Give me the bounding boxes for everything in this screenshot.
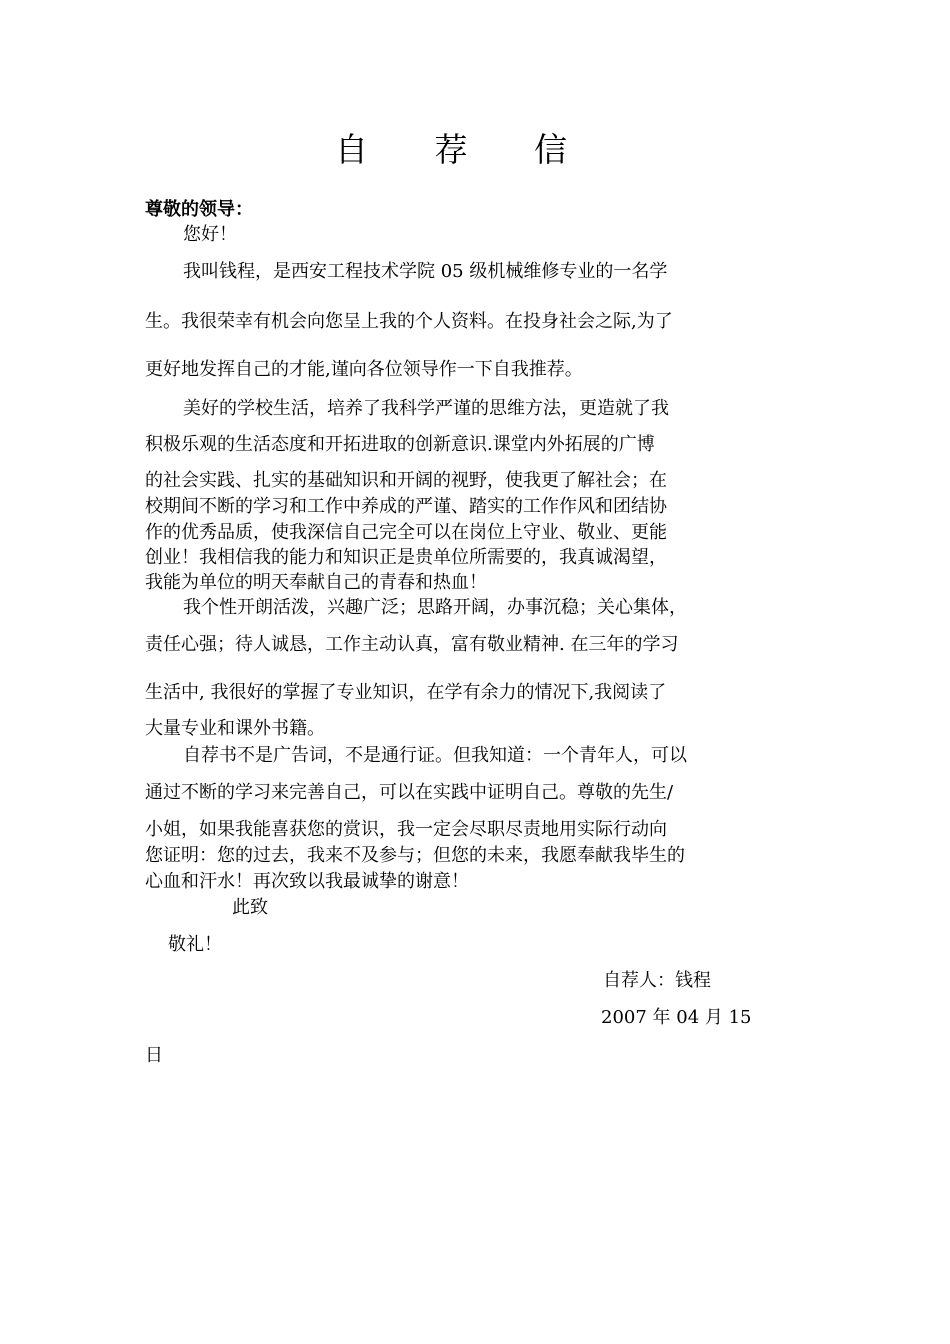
- paragraph-1-line-1: 我叫钱程，是西安工程技术学院 05 级机械维修专业的一名学: [183, 261, 668, 282]
- paragraph-4-line-5: 心血和汗水！再次致以我最诚挚的谢意！: [145, 871, 469, 892]
- paragraph-3-line-3: 生活中, 我很好的掌握了专业知识，在学有余力的情况下,我阅读了: [145, 682, 667, 703]
- paragraph-1-line-3: 更好地发挥自己的才能,谨向各位领导作一下自我推荐。: [145, 359, 583, 380]
- paragraph-3-line-4: 大量专业和课外书籍。: [145, 718, 325, 739]
- paragraph-2-line-5: 作的优秀品质，使我深信自己完全可以在岗位上守业、敬业、更能: [145, 522, 667, 543]
- paragraph-4-line-3: 小姐，如果我能喜获您的赏识，我一定会尽职尽责地用实际行动向: [145, 819, 667, 840]
- paragraph-4-line-4: 您证明：您的过去，我来不及参与；但您的未来，我愿奉献我毕生的: [145, 845, 685, 866]
- paragraph-2-line-6: 创业！我相信我的能力和知识正是贵单位所需要的，我真诚渴望，: [145, 547, 667, 568]
- paragraph-1-line-2: 生。我很荣幸有机会向您呈上我的个人资料。在投身社会之际,为了: [145, 311, 673, 332]
- date-line-2: 日: [145, 1045, 163, 1066]
- signer: 自荐人：钱程: [603, 970, 711, 991]
- paragraph-2-line-4: 校期间不断的学习和工作中养成的严谨、踏实的工作作风和团结协: [145, 496, 667, 517]
- paragraph-2-line-7: 我能为单位的明天奉献自己的青春和热血！: [145, 572, 487, 593]
- paragraph-3-line-2: 责任心强；待人诚恳，工作主动认真，富有敬业精神. 在三年的学习: [145, 634, 679, 655]
- paragraph-4-line-2: 通过不断的学习来完善自己，可以在实践中证明自己。尊敬的先生/: [145, 782, 674, 803]
- closing-line-2: 敬礼！: [168, 934, 222, 955]
- closing-line-1: 此致: [232, 897, 268, 918]
- page-title: 自 荐 信: [335, 130, 595, 169]
- paragraph-3-line-1: 我个性开朗活泼，兴趣广泛；思路开阔，办事沉稳；关心集体，: [183, 597, 687, 618]
- paragraph-4-line-1: 自荐书不是广告词，不是通行证。但我知道：一个青年人，可以: [183, 745, 687, 766]
- salutation: 尊敬的领导：: [145, 199, 253, 220]
- greeting: 您好！: [183, 224, 237, 245]
- paragraph-2-line-1: 美好的学校生活，培养了我科学严谨的思维方法，更造就了我: [183, 398, 669, 419]
- paragraph-2-line-2: 积极乐观的生活态度和开拓进取的创新意识.课堂内外拓展的广博: [145, 434, 655, 455]
- paragraph-2-line-3: 的社会实践、扎实的基础知识和开阔的视野，使我更了解社会；在: [145, 470, 667, 491]
- date-line-1: 2007 年 04 月 15: [601, 1007, 752, 1028]
